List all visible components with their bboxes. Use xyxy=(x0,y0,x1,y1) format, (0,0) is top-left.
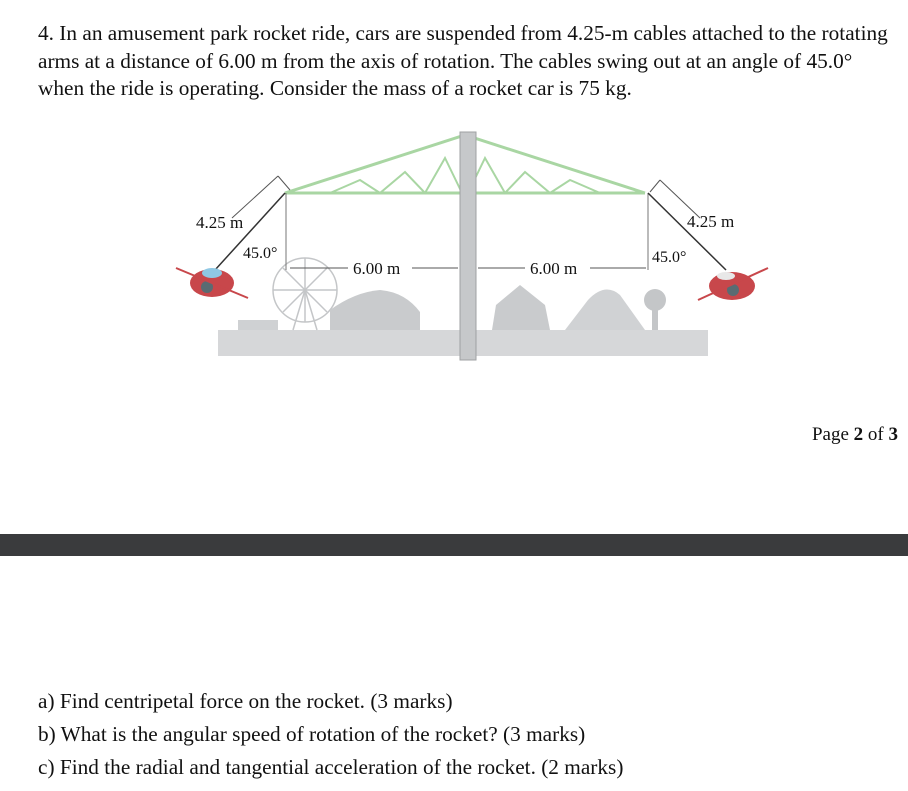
central-pole xyxy=(460,132,476,360)
label-angle-right: 45.0° xyxy=(652,249,687,266)
rocket-car-left xyxy=(176,268,248,298)
page-break-bar xyxy=(0,534,908,556)
label-dist-left: 6.00 m xyxy=(353,259,401,278)
question-c: c) Find the radial and tangential acceleration of the rocket. (2 marks) xyxy=(38,755,624,779)
question-b: b) What is the angular speed of rotation of the rocket? (3 marks) xyxy=(38,722,586,746)
page-number: Page 2 of 3 xyxy=(811,424,898,445)
rocket-car-right xyxy=(698,268,768,300)
ferris-wheel xyxy=(273,258,337,330)
fence xyxy=(238,320,278,330)
problem-statement: 4. In an amusement park rocket ride, cars are suspended from 4.25-m cables attached to the rotating arms at a distance of 6.00 m from the axis of rotation. The cables swing out at an angle of 45.0° when the ride is operating. Consider the mass of a rocket car is 75 kg. xyxy=(38,21,888,100)
label-angle-left: 45.0° xyxy=(243,245,278,262)
label-cable-left: 4.25 m xyxy=(196,213,244,232)
tent-right xyxy=(492,285,550,330)
label-dist-right: 6.00 m xyxy=(530,259,578,278)
rocket-ride-figure xyxy=(0,120,908,375)
tent-left xyxy=(330,290,420,330)
question-a: a) Find centripetal force on the rocket. (3 marks) xyxy=(38,689,453,713)
swing-ride xyxy=(565,290,645,330)
question-list xyxy=(38,686,623,785)
label-cable-right: 4.25 m xyxy=(687,212,735,231)
